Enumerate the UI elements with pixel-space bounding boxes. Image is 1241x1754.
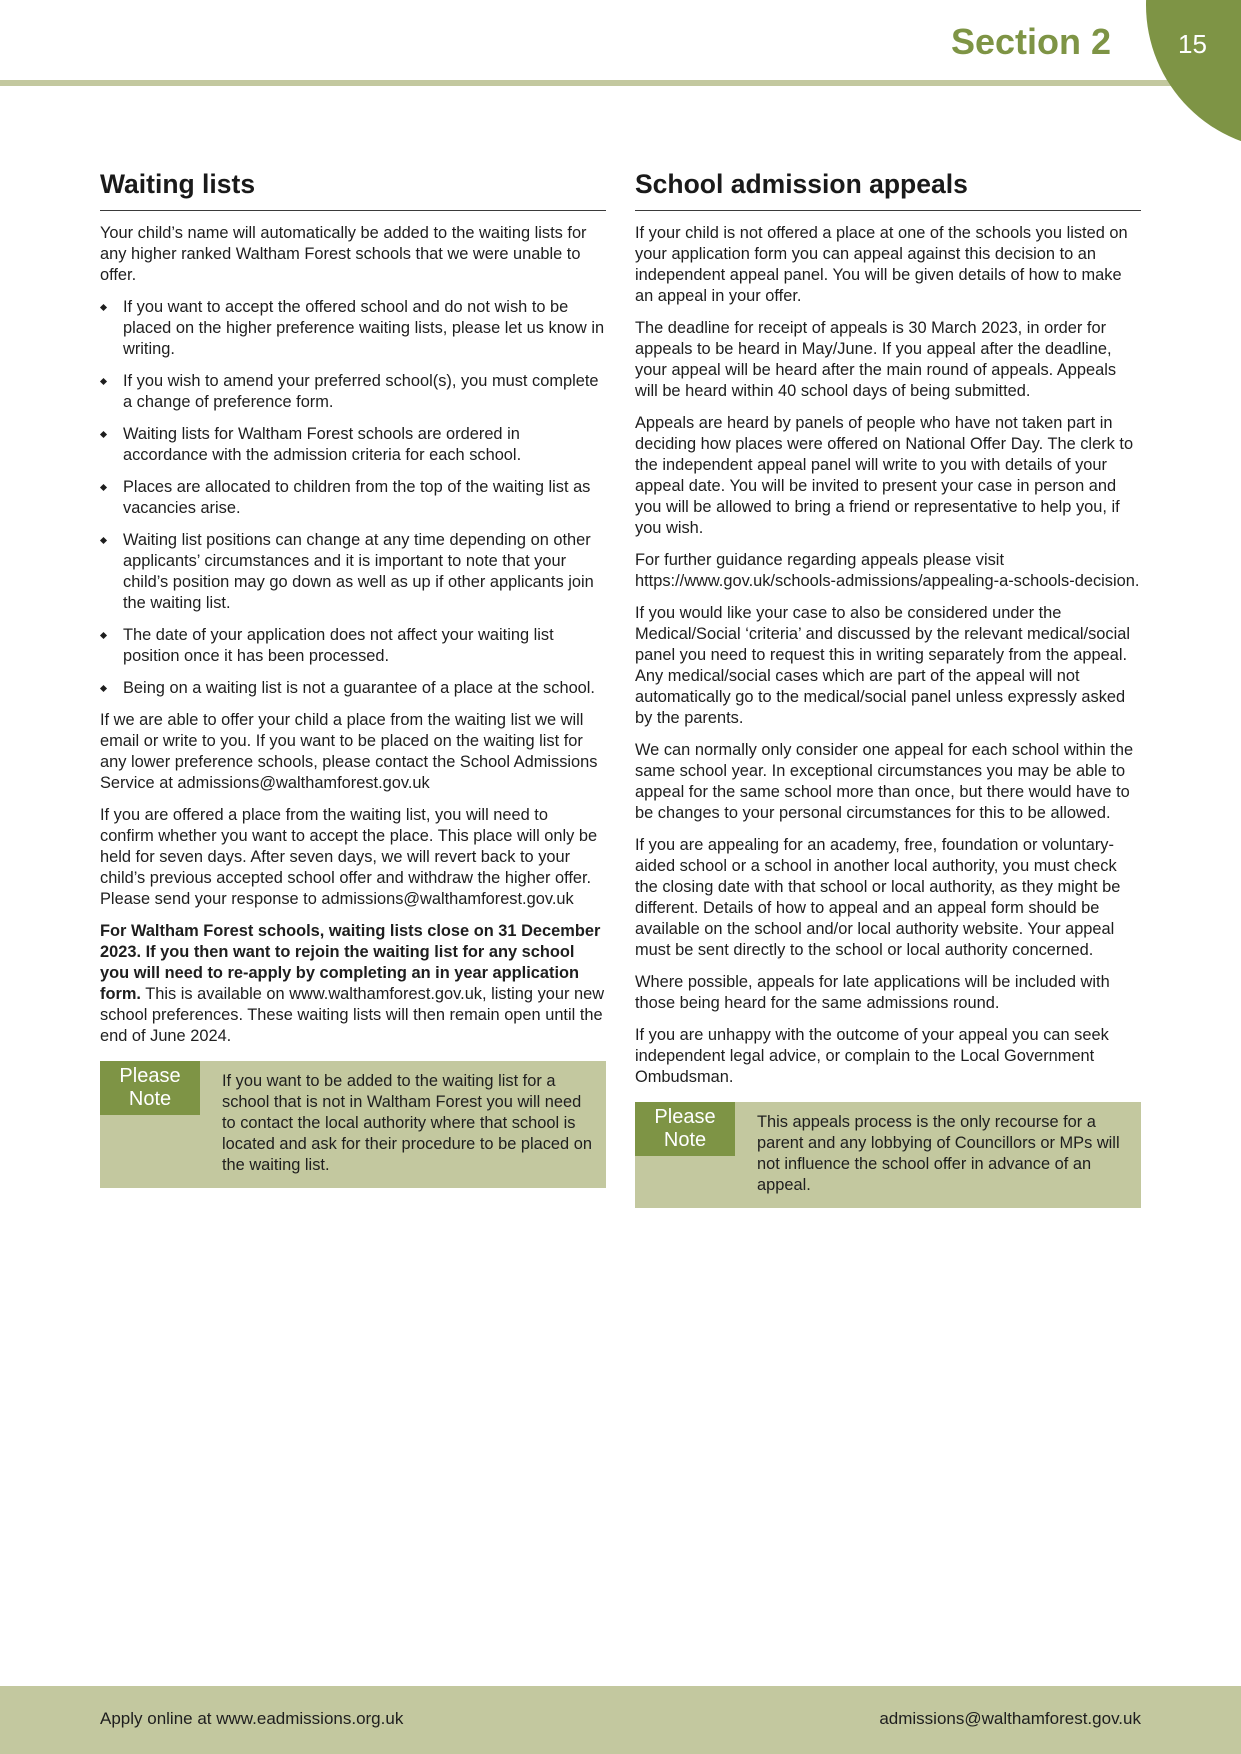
waiting-lists-bullets	[100, 297, 606, 699]
appeals-note-box	[635, 1102, 1141, 1208]
list-item: Places are allocated to children from the top of the waiting list as vacancies arise.	[100, 477, 606, 519]
appeals-paragraph: Where possible, appeals for late applications will be included with those being heard for the same admissions round.	[635, 973, 1110, 1012]
please-note-line1: Please	[654, 1106, 716, 1128]
footer-bar	[0, 1686, 1241, 1754]
waiting-list-confirm-paragraph: If you are offered a place from the waiting list, you will need to confirm whether you want to accept the place. This place will only be held for seven days. After seven days, we will revert back to your child’s previous accepted school offer and withdraw the higher offer. Please send your response to admissions@walthamforest.gov.uk	[100, 806, 598, 908]
waiting-lists-column	[100, 166, 606, 1188]
appeals-paragraph: Appeals are heard by panels of people who have not taken part in deciding how places were offered on National Offer Day. The clerk to the independent appeal panel will write to you with details of your appeal date. You will be invited to present your case in person and you will be allowed to bring a friend or representative to help you, if you wish.	[635, 414, 1134, 537]
waiting-list-note-box	[100, 1061, 606, 1188]
waiting-list-note-text: If you want to be added to the waiting list for a school that is not in Waltham Forest you will need to contact the local authority where that school is located and ask for their procedure to be placed on the waiting list.	[222, 1072, 592, 1174]
section-title: Section 2	[950, 21, 1111, 62]
appeals-paragraph: The deadline for receipt of appeals is 30 March 2023, in order for appeals to be heard in May/June. If you appeal after the deadline, your appeal will be heard after the main round of appeals. Appeals will be heard within 40 school days of being submitted.	[635, 319, 1117, 400]
please-note-line2: Note	[128, 1088, 172, 1110]
appeals-paragraph: For further guidance regarding appeals please visit https://www.gov.uk/schools-admissions/appealing-a-schools-decision.	[635, 551, 1140, 590]
waiting-list-offer-paragraph: If we are able to offer your child a place from the waiting list we will email or write to you. If you want to be placed on the waiting list for any lower preference schools, please contact the School Admissions Service at admissions@walthamforest.gov.uk	[100, 711, 598, 792]
appeals-column	[635, 166, 1141, 1208]
please-note-line2: Note	[663, 1129, 707, 1151]
list-item: If you wish to amend your preferred school(s), you must complete a change of preference form.	[100, 371, 606, 413]
appeals-note-text: This appeals process is the only recourse for a parent and any lobbying of Councillors or MPs will not influence the school offer in advance of an appeal.	[757, 1113, 1120, 1194]
footer-email: admissions@walthamforest.gov.uk	[879, 1709, 1141, 1728]
appeals-heading: School admission appeals	[635, 166, 1141, 211]
list-item: Waiting list positions can change at any time depending on other applicants’ circumstances and it is important to note that your child’s position may go down as well as up if other applicants join the waiting list.	[100, 530, 606, 614]
appeals-paragraph: If you are appealing for an academy, free, foundation or voluntary-aided school or a school in another local authority, you must check the closing date with that school or local authority, as they might be different. Details of how to appeal and an appeal form should be available on the school and/or local authority website. Your appeal must be sent directly to the school or local authority concerned.	[635, 836, 1121, 959]
please-note-badge	[100, 1061, 200, 1115]
header-rule	[0, 80, 1241, 86]
please-note-line1: Please	[119, 1065, 181, 1087]
list-item: Waiting lists for Waltham Forest schools are ordered in accordance with the admission criteria for each school.	[100, 424, 606, 466]
please-note-badge	[635, 1102, 735, 1156]
waiting-list-close-bold: For Waltham Forest schools, waiting lists close on 31 December 2023. If you then want to rejoin the waiting list for any school you will need to re-apply by completing an in year application form.	[100, 922, 601, 1003]
waiting-lists-heading: Waiting lists	[100, 166, 606, 211]
list-item: The date of your application does not affect your waiting list position once it has been processed.	[100, 625, 606, 667]
waiting-list-close-rest: This is available on www.walthamforest.gov.uk, listing your new school preferences. These waiting lists will then remain open until the end of June 2024.	[100, 985, 605, 1045]
appeals-paragraph: If you would like your case to also be considered under the Medical/Social ‘criteria’ and discussed by the relevant medical/social panel you need to request this in writing separately from the appeal. Any medical/social cases which are part of the appeal will not automatically go to the medical/social panel unless expressly asked by the parents.	[635, 604, 1130, 727]
waiting-list-close-paragraph	[100, 921, 606, 1047]
page-number-circle	[1146, 0, 1241, 150]
appeals-paragraph: We can normally only consider one appeal for each school within the same school year. In exceptional circumstances you may be able to appeal for the same school more than once, but there would have to be changes to your personal circumstances for this to be allowed.	[635, 741, 1134, 822]
appeals-paragraph: If you are unhappy with the outcome of your appeal you can seek independent legal advice, or complain to the Local Government Ombudsman.	[635, 1026, 1109, 1086]
list-item: If you want to accept the offered school and do not wish to be placed on the higher preference waiting lists, please let us know in writing.	[100, 297, 606, 360]
appeals-body	[635, 223, 1141, 1208]
waiting-lists-intro: Your child’s name will automatically be added to the waiting lists for any higher ranked Waltham Forest schools that we were unable to offer.	[100, 224, 587, 284]
waiting-lists-body	[100, 223, 606, 1188]
footer-apply-online: Apply online at www.eadmissions.org.uk	[100, 1709, 404, 1728]
page-number: 15	[1178, 29, 1207, 59]
appeals-paragraph: If your child is not offered a place at one of the schools you listed on your application form you can appeal against this decision to an independent appeal panel. You will be given details of how to make an appeal in your offer.	[635, 224, 1128, 305]
list-item: Being on a waiting list is not a guarantee of a place at the school.	[100, 678, 606, 699]
